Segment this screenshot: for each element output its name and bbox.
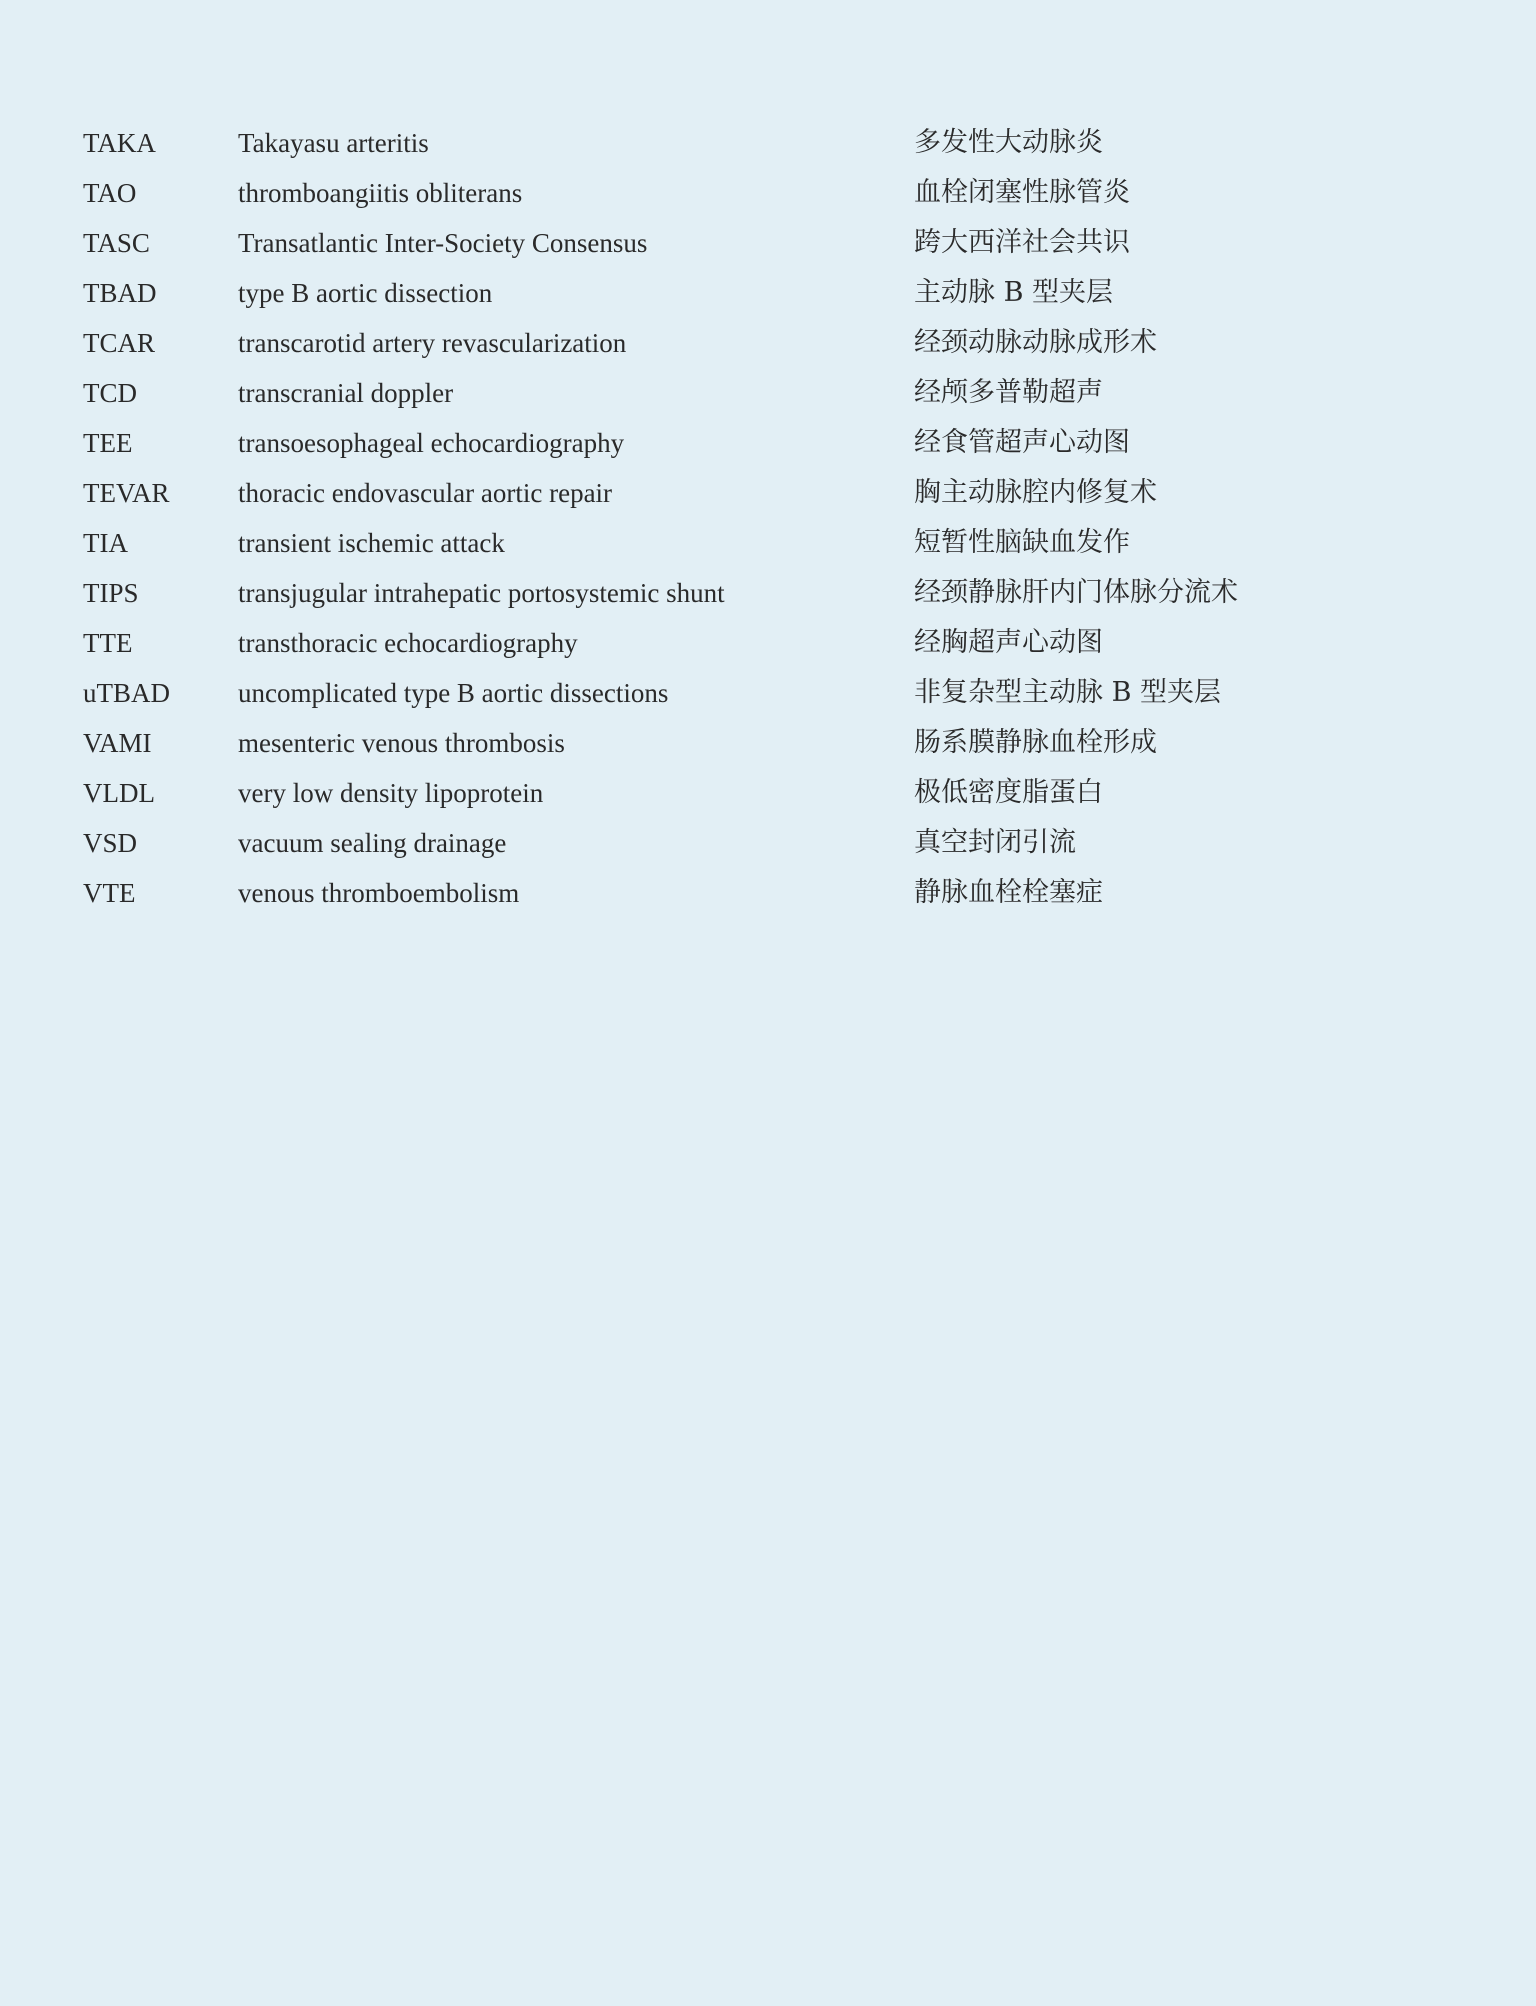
chinese-term: 多发性大动脉炎 — [914, 127, 1103, 158]
chinese-term: 肠系膜静脉血栓形成 — [914, 727, 1157, 758]
abbreviation: TCD — [83, 378, 137, 408]
chinese-term: 经胸超声心动图 — [914, 627, 1103, 658]
chinese-term: 静脉血栓栓塞症 — [914, 877, 1103, 908]
abbreviation: TTE — [83, 628, 133, 658]
glossary-row — [83, 868, 1483, 918]
glossary-row — [83, 468, 1483, 518]
chinese-term: 经颅多普勒超声 — [914, 377, 1103, 408]
glossary-row — [83, 518, 1483, 568]
chinese-term: 跨大西洋社会共识 — [914, 227, 1130, 258]
abbreviation: TASC — [83, 228, 150, 258]
glossary-row — [83, 718, 1483, 768]
chinese-term: 血栓闭塞性脉管炎 — [914, 177, 1130, 208]
glossary-row — [83, 218, 1483, 268]
glossary-row — [83, 418, 1483, 468]
english-term: transcranial doppler — [238, 378, 454, 408]
glossary-row — [83, 768, 1483, 818]
chinese-term: 胸主动脉腔内修复术 — [914, 477, 1157, 508]
chinese-term: 真空封闭引流 — [914, 827, 1076, 858]
glossary-row — [83, 368, 1483, 418]
abbreviation: VAMI — [83, 728, 152, 758]
abbreviation: TEE — [83, 428, 133, 458]
abbreviation: TIA — [83, 528, 128, 558]
english-term: type B aortic dissection — [238, 278, 493, 308]
abbreviation: TEVAR — [83, 478, 170, 508]
english-term: venous thromboembolism — [238, 878, 520, 908]
glossary-row — [83, 268, 1483, 318]
abbreviation: TBAD — [83, 278, 157, 308]
english-term: thoracic endovascular aortic repair — [238, 478, 613, 508]
chinese-term: 经颈动脉动脉成形术 — [914, 327, 1157, 358]
chinese-term: 经食管超声心动图 — [914, 427, 1130, 458]
english-term: transthoracic echocardiography — [238, 628, 578, 658]
abbreviation: VTE — [83, 878, 136, 908]
abbreviation: VSD — [83, 828, 138, 858]
abbreviation: VLDL — [83, 778, 155, 808]
abbreviation: uTBAD — [83, 678, 170, 708]
english-term: mesenteric venous thrombosis — [238, 728, 565, 758]
english-term: transcarotid artery revascularization — [238, 328, 627, 358]
english-term: transjugular intrahepatic portosystemic shunt — [238, 578, 725, 608]
glossary-row — [83, 118, 1483, 168]
english-term: transoesophageal echocardiography — [238, 428, 625, 458]
glossary-row — [83, 668, 1483, 718]
glossary-row — [83, 618, 1483, 668]
chinese-term: 经颈静脉肝内门体脉分流术 — [914, 577, 1238, 608]
english-term: vacuum sealing drainage — [238, 828, 507, 858]
english-term: uncomplicated type B aortic dissections — [238, 678, 669, 708]
english-term: transient ischemic attack — [238, 528, 505, 558]
glossary-row — [83, 568, 1483, 618]
chinese-term: 极低密度脂蛋白 — [914, 777, 1103, 808]
english-term: Takayasu arteritis — [238, 128, 429, 158]
abbreviation: TAO — [83, 178, 137, 208]
glossary-row — [83, 168, 1483, 218]
abbreviation: TCAR — [83, 328, 156, 358]
glossary-row — [83, 318, 1483, 368]
english-term: thromboangiitis obliterans — [238, 178, 523, 208]
glossary-row — [83, 818, 1483, 868]
abbreviation-glossary — [83, 118, 1483, 918]
chinese-term: 非复杂型主动脉 B 型夹层 — [914, 677, 1222, 708]
chinese-term: 短暂性脑缺血发作 — [914, 527, 1130, 558]
abbreviation: TIPS — [83, 578, 139, 608]
english-term: Transatlantic Inter-Society Consensus — [238, 228, 648, 258]
english-term: very low density lipoprotein — [238, 778, 544, 808]
abbreviation: TAKA — [83, 128, 156, 158]
chinese-term: 主动脉 B 型夹层 — [914, 277, 1114, 308]
